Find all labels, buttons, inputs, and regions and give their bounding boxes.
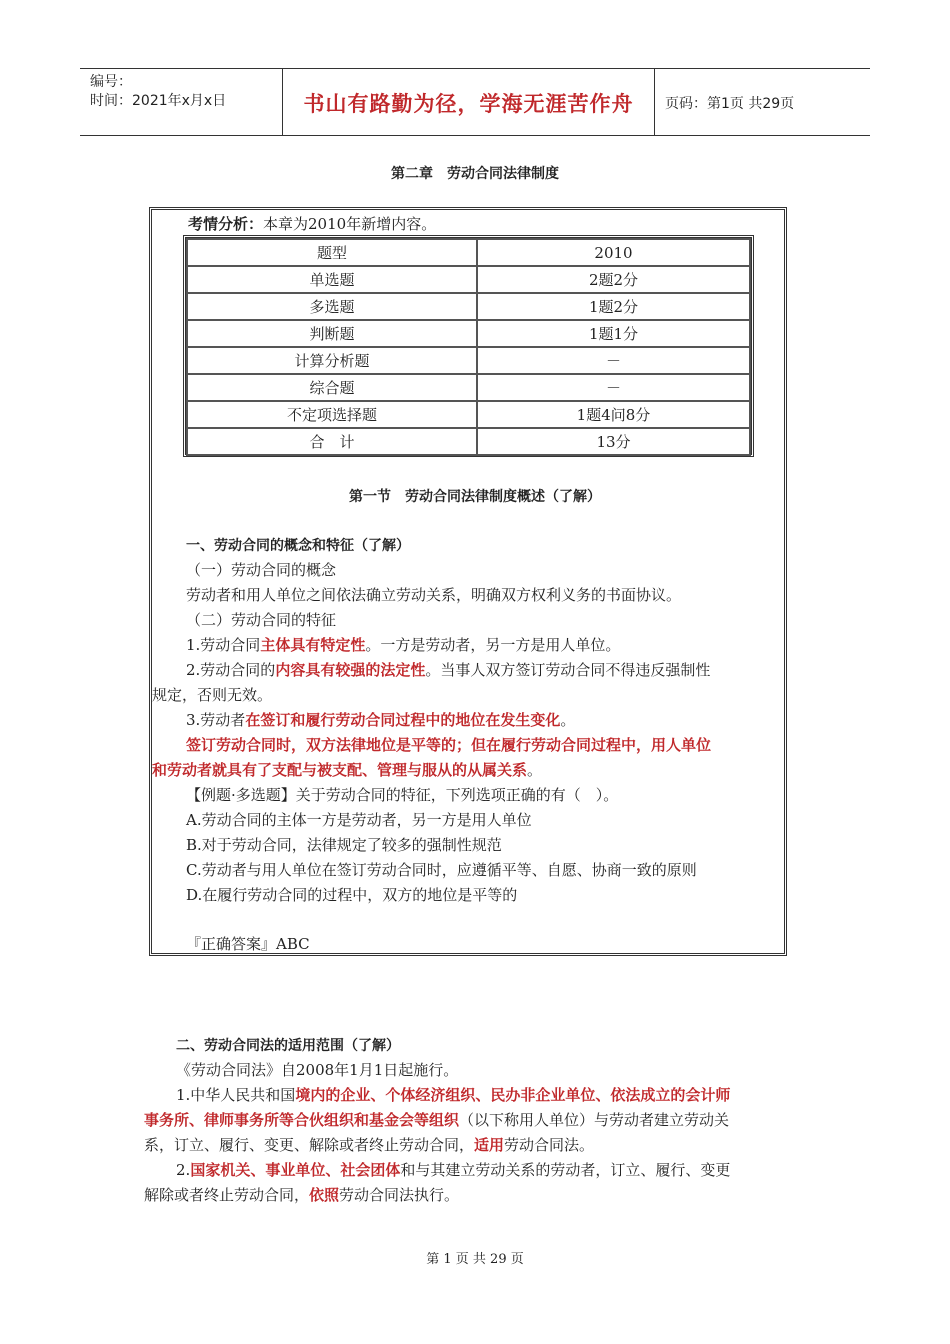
- number-label: 编号：: [90, 74, 132, 90]
- section-title: 第一节 劳动合同法律制度概述（了解）: [349, 489, 601, 505]
- feature-3-suffix: 。: [560, 711, 576, 729]
- part1-title: 一、劳动合同的概念和特征（了解）: [186, 538, 410, 554]
- part1-sub1: （一）劳动合同的概念: [186, 561, 337, 579]
- part2-effective: 《劳动合同法》自2008年1月1日起施行。: [176, 1061, 459, 1079]
- page-header: [80, 68, 870, 136]
- header-motto: 书山有路勤为径，学海无涯苦作舟: [283, 69, 655, 136]
- scope-2-prefix: 2.: [176, 1161, 191, 1179]
- scope-1-text-cont: 系，订立、履行、变更、解除或者终止劳动合同，: [144, 1136, 475, 1154]
- table-cell: 计算分析题: [187, 347, 477, 374]
- scope-1-line-2: [144, 1110, 729, 1130]
- option-b: B.对于劳动合同，法律规定了较多的强制性规范: [186, 836, 502, 854]
- table-row: [187, 347, 750, 374]
- scope-2-per: 依照: [309, 1186, 340, 1204]
- scope-2-highlight: 国家机关、事业单位、社会团体: [190, 1161, 401, 1179]
- header-meta: [80, 69, 283, 136]
- feature-3-prefix: 3.劳动者: [186, 711, 246, 729]
- table-cell: 合 计: [187, 428, 477, 455]
- table-cell: 不定项选择题: [187, 401, 477, 428]
- table-cell: 判断题: [187, 320, 477, 347]
- feature-2-suffix: 。当事人双方签订劳动合同不得违反强制性: [425, 661, 711, 679]
- header-page-label: 页码：第1页 共29页: [665, 95, 795, 112]
- scope-1-text: （以下称用人单位）与劳动者建立劳动关: [459, 1111, 730, 1129]
- analysis-text: 本章为2010年新增内容。: [263, 215, 437, 233]
- table-row: [187, 374, 750, 401]
- table-header-cell: 2010: [477, 239, 750, 266]
- note-line-2-highlight: 和劳动者就具有了支配与被支配、管理与服从的从属关系: [152, 761, 528, 779]
- scope-1-highlight: 境内的企业、个体经济组织、民办非企业单位、依法成立的会计师: [295, 1086, 731, 1104]
- analysis-line: [188, 214, 436, 234]
- scope-1-end: 劳动合同法。: [504, 1136, 595, 1154]
- scope-1-line-3: [144, 1135, 594, 1155]
- feature-3: [186, 710, 575, 730]
- table-row: [187, 320, 750, 347]
- analysis-label: 考情分析：: [188, 215, 264, 233]
- table-cell: 13分: [477, 428, 750, 455]
- option-a: A.劳动合同的主体一方是劳动者，另一方是用人单位: [186, 811, 532, 829]
- stats-table: [183, 235, 754, 457]
- table-cell: 1题1分: [477, 320, 750, 347]
- scope-1-line-1: [176, 1085, 730, 1105]
- scope-2-line-2: [144, 1185, 459, 1205]
- feature-3-highlight: 在签订和履行劳动合同过程中的地位在发生变化: [245, 711, 561, 729]
- note-line-1: 签订劳动合同时，双方法律地位是平等的；但在履行劳动合同过程中，用人单位: [186, 736, 712, 754]
- table-header-cell: 题型: [187, 239, 477, 266]
- table-row: [187, 293, 750, 320]
- scope-2-line-1: [176, 1160, 730, 1180]
- table-header-row: [187, 239, 750, 266]
- table-row: [187, 266, 750, 293]
- feature-2-cont: 规定，否则无效。: [152, 686, 273, 704]
- table-cell: －: [477, 347, 750, 374]
- option-d: D.在履行劳动合同的过程中，双方的地位是平等的: [186, 886, 518, 904]
- part2-title: 二、劳动合同法的适用范围（了解）: [176, 1038, 400, 1054]
- table-cell: 单选题: [187, 266, 477, 293]
- time-label: 时间：2021年x月x日: [90, 93, 227, 109]
- scope-2-text-cont: 解除或者终止劳动合同，: [144, 1186, 310, 1204]
- table-cell: 2题2分: [477, 266, 750, 293]
- note-line-2-suffix: 。: [527, 761, 543, 779]
- correct-answer: 『正确答案』ABC: [186, 935, 310, 953]
- scope-1-prefix: 1.中华人民共和国: [176, 1086, 296, 1104]
- feature-2-highlight: 内容具有较强的法定性: [275, 661, 426, 679]
- chapter-title: 第二章 劳动合同法律制度: [391, 166, 559, 182]
- option-c: C.劳动者与用人单位在签订劳动合同时，应遵循平等、自愿、协商一致的原则: [186, 861, 697, 879]
- feature-1-suffix: 。一方是劳动者，另一方是用人单位。: [365, 636, 621, 654]
- scope-2-text: 和与其建立劳动关系的劳动者，订立、履行、变更: [400, 1161, 731, 1179]
- table-row: [187, 401, 750, 428]
- feature-2-prefix: 2.劳动合同的: [186, 661, 276, 679]
- feature-1: [186, 635, 620, 655]
- scope-1-highlight-cont: 事务所、律师事务所等合伙组织和基金会等组织: [144, 1111, 460, 1129]
- part1-sub2: （二）劳动合同的特征: [186, 611, 337, 629]
- page-footer: 第 1 页 共 29 页: [426, 1252, 524, 1267]
- table-cell: 1题4问8分: [477, 401, 750, 428]
- table-cell: 综合题: [187, 374, 477, 401]
- feature-1-highlight: 主体具有特定性: [260, 636, 366, 654]
- feature-2: [186, 660, 710, 680]
- note-line-2: [152, 760, 542, 780]
- feature-1-prefix: 1.劳动合同: [186, 636, 261, 654]
- table-cell: 1题2分: [477, 293, 750, 320]
- table-cell: －: [477, 374, 750, 401]
- table-cell: 多选题: [187, 293, 477, 320]
- part1-definition: 劳动者和用人单位之间依法确立劳动关系，明确双方权利义务的书面协议。: [186, 586, 682, 604]
- scope-2-end: 劳动合同法执行。: [339, 1186, 460, 1204]
- scope-1-apply: 适用: [474, 1136, 505, 1154]
- example-question: 【例题·多选题】关于劳动合同的特征，下列选项正确的有（ ）。: [186, 786, 619, 804]
- table-row: [187, 428, 750, 455]
